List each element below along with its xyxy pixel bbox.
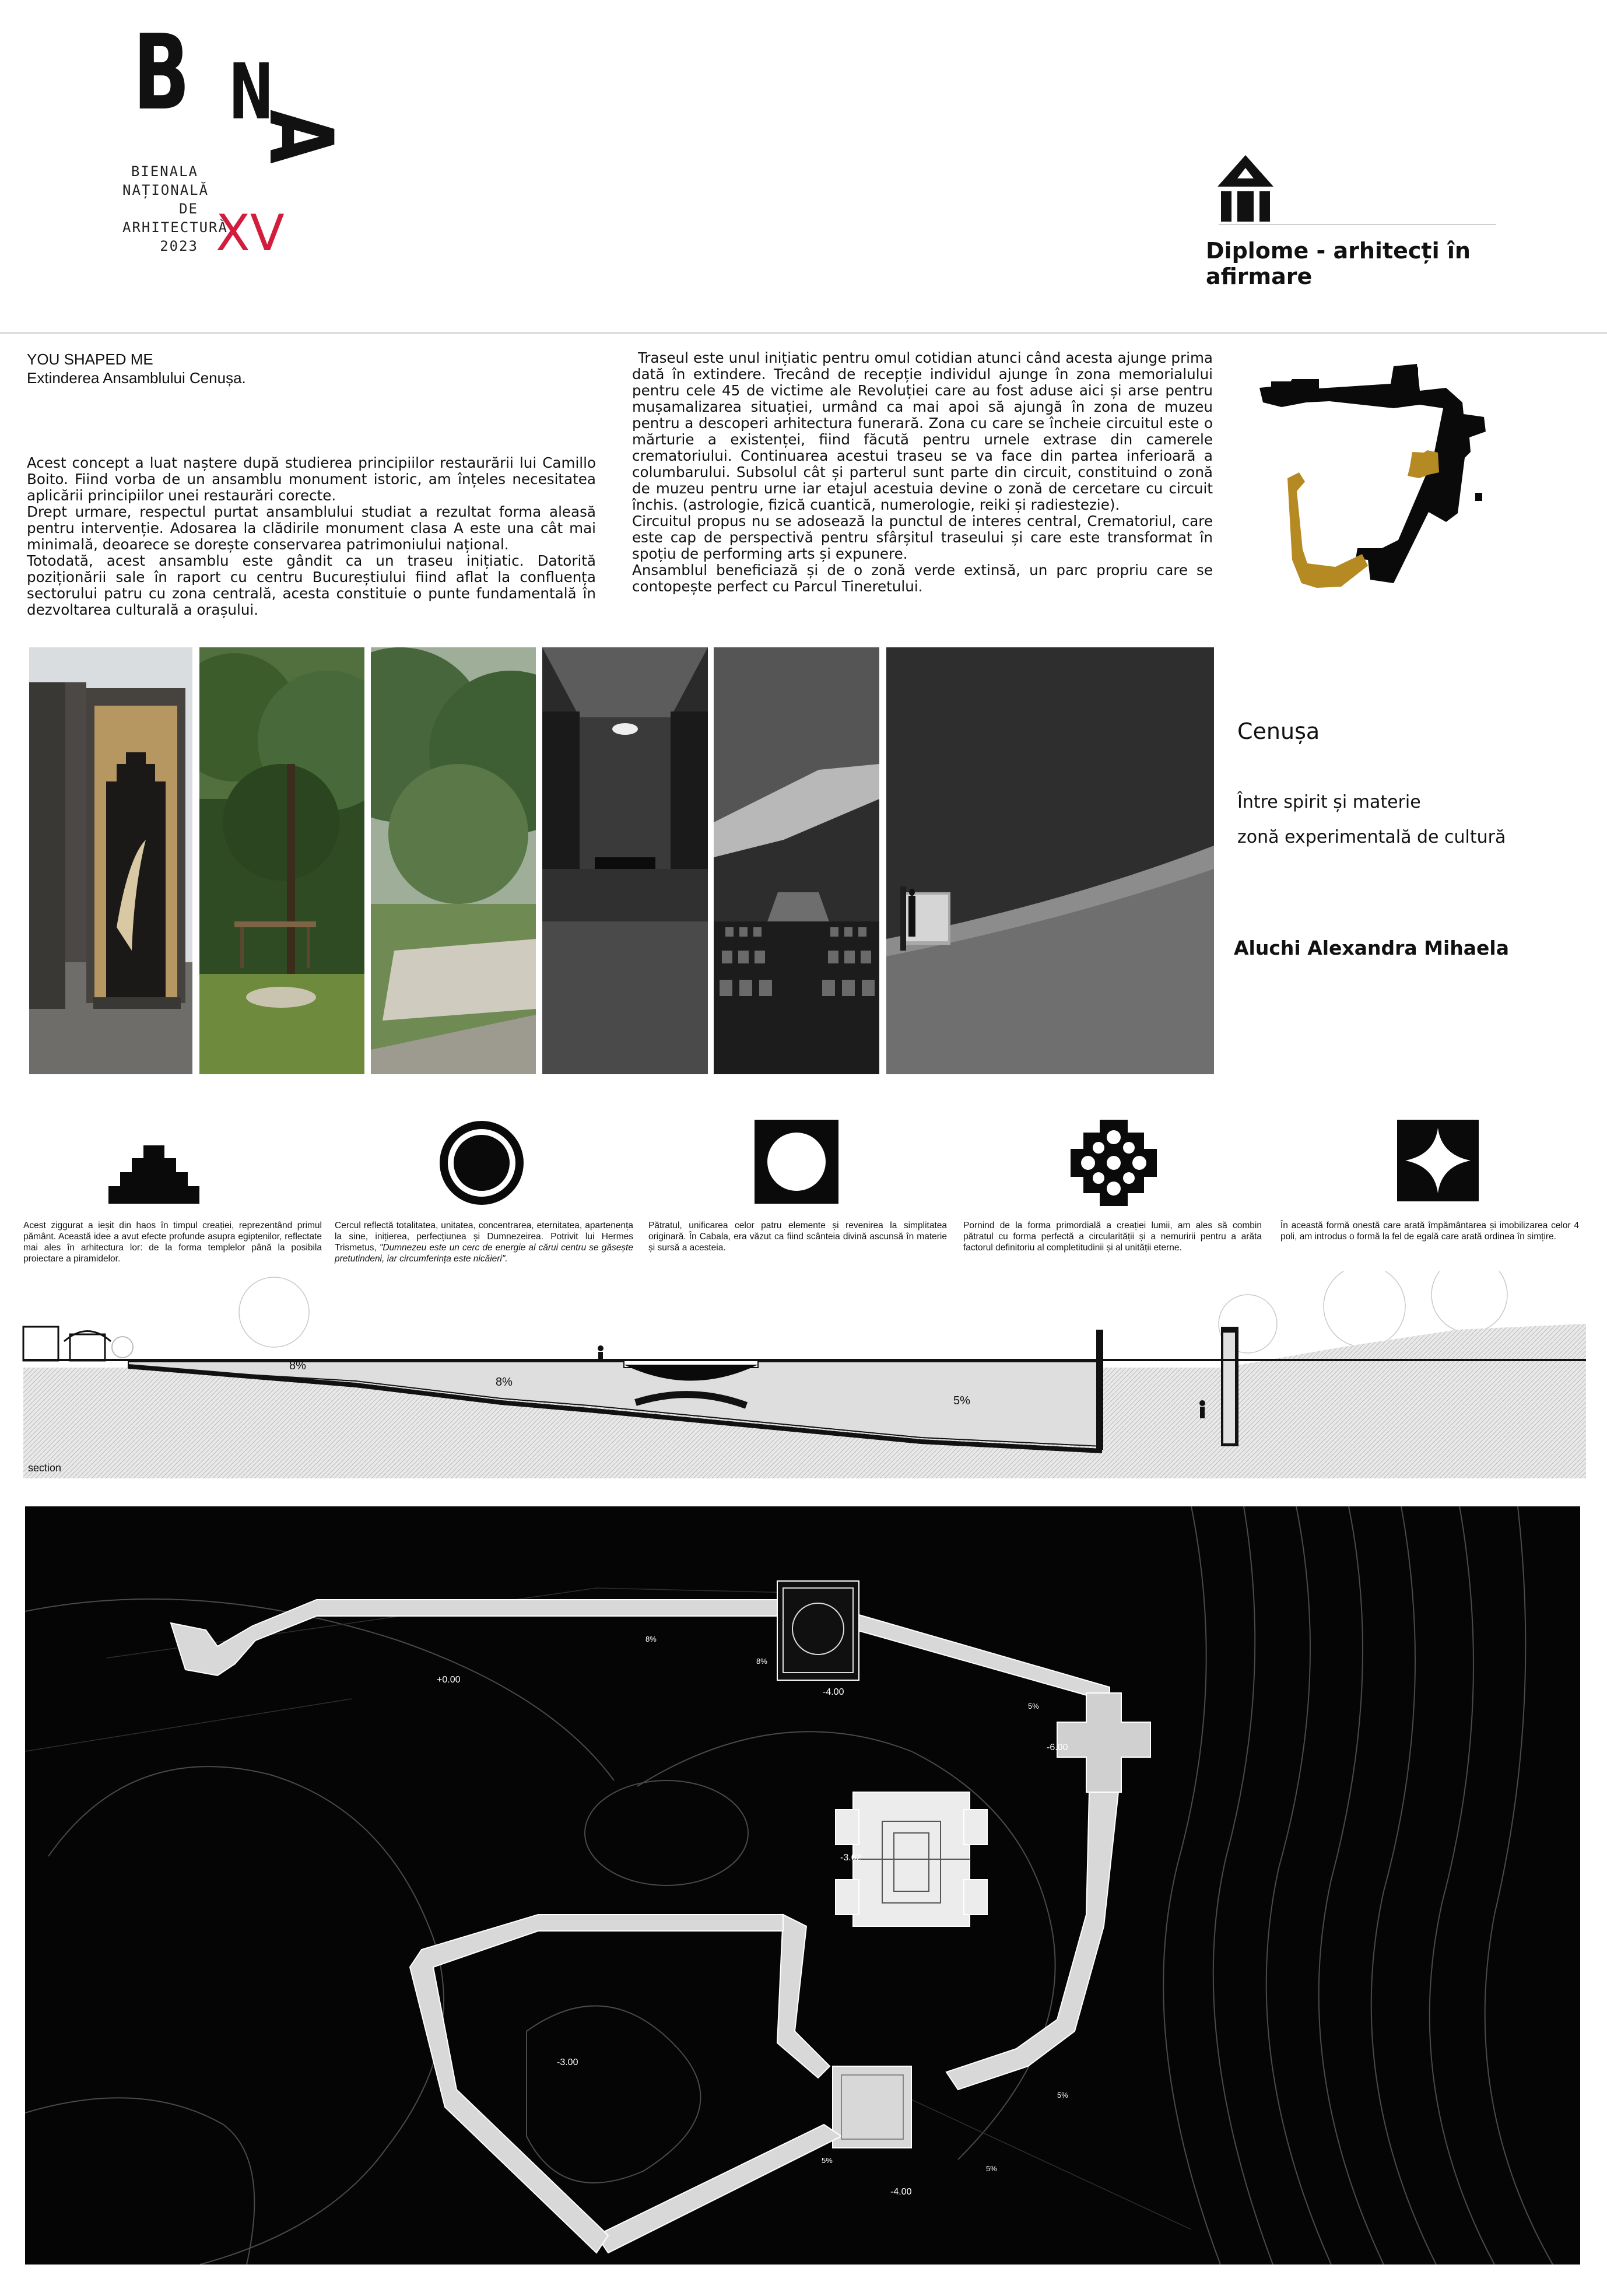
- level-label: -4.00: [890, 2187, 912, 2197]
- author-name: Aluchi Alexandra Mihaela: [1234, 937, 1510, 959]
- header-rule: [1219, 224, 1496, 225]
- level-label: -4.00: [823, 1687, 844, 1697]
- section-label: section: [28, 1462, 62, 1474]
- render-garden: [199, 647, 364, 1074]
- slope-label: 8%: [756, 1657, 767, 1666]
- project-subtitle: Extinderea Ansamblului Cenușa.: [27, 369, 246, 387]
- cross-section-drawing: [0, 1271, 1607, 1481]
- circle-icon: [438, 1120, 525, 1206]
- section-slope: 8%: [496, 1376, 513, 1389]
- section-title: Diplome - arhitecți în afirmare: [1206, 238, 1471, 289]
- logo-caption: [122, 162, 228, 255]
- paragraph: Acest concept a luat naștere după studierea principiilor restaurării lui Camillo Boito. Fiind vorba de un ansamblu monument istoric, am înțeles necesitatea aplicării principiilor unei restaurări corecte.: [27, 454, 596, 504]
- logo-line: 2023: [160, 238, 198, 254]
- logo-line: DE: [179, 201, 198, 217]
- project-heading: [27, 350, 435, 387]
- render-urn-hall: [714, 647, 879, 1074]
- render-park: [371, 647, 536, 1074]
- level-label: -3.00: [557, 2057, 578, 2067]
- slope-label: 5%: [822, 2156, 833, 2165]
- symbol-text-square: [648, 1220, 947, 1253]
- site-plan-diagram: [1254, 356, 1516, 607]
- symbol-quote: "Dumnezeu este un cerc de energie al cărui centru se găsește pretutindeni, iar circumferința este nicăieri".: [335, 1243, 633, 1264]
- paragraph: Traseul este unul inițiatic pentru omul cotidian atunci când acesta ajunge prima dată în extindere. Trecând de recepție individul ajunge în zona memorialului pentru cele 45 de victime ale Revoluției care au fost aduse aici și arse pentru mușamalizarea situației, urmând ca mai apoi să ajungă în zona de muzeu pentru a descoperi arhitectura funerară. Zona cu care se încheie circuitul este o mărturie a existenței, fiind făcută pentru urnele extrase din camerele crematoriului. Continuarea acestui traseu se va face din partea inferioară a columbarului. Subsolul cât și parterul sunt parte din circuit, constituind o zonă de muzeu pentru urne iar etajul acestuia devine o zonă de cercetare cu circuit închis. (astrologie, fizică cuantică, numerologie, reiki și radiestezie).: [632, 349, 1213, 513]
- symbol-caption: Acest ziggurat a ieșit din haos în timpul creației, reprezentând primul pământ. Această idee a avut efecte profunde asupra egiptenilor, reflectate mai ales în arhitectura lor: de la forma templelor până la posibila proiectare a piramidelor.: [23, 1221, 322, 1264]
- section-slope: 5%: [953, 1394, 970, 1407]
- sidebar-line1: Între spirit și materie: [1237, 792, 1421, 812]
- slope-label: 5%: [986, 2164, 997, 2173]
- cross-circles-icon: [1071, 1120, 1157, 1206]
- slope-label: 5%: [1028, 1702, 1039, 1710]
- star-square-icon: [1397, 1120, 1479, 1201]
- logo-edition: XV: [216, 204, 285, 262]
- render-portal-tower: [29, 647, 192, 1074]
- right-column-text: [632, 350, 1213, 595]
- pencil-icon: [1216, 153, 1275, 223]
- sidebar-line2: zonă experimentală de cultură: [1237, 827, 1506, 847]
- left-column-text: [27, 455, 596, 618]
- logo-letter-n: N: [229, 47, 274, 137]
- render-oculus-chamber: [542, 647, 708, 1074]
- render-curved-tunnel: [886, 647, 1214, 1074]
- sidebar-title: Cenușa: [1237, 718, 1320, 744]
- level-label: +0.00: [437, 1675, 461, 1685]
- paragraph: Ansamblul beneficiază și de o zonă verde extinsă, un parc propriu care se contopește perfect cu Parcul Tineretului.: [632, 562, 1213, 595]
- square-circle-icon: [755, 1120, 838, 1204]
- top-divider: [0, 332, 1607, 334]
- paragraph: Drept urmare, respectul purtat ansamblului studiat a rezultat forma aleasă pentru intervenție. Adosarea la clădirile monument clasa A este una cât mai minimală, deoarece se dorește conservarea patrimoniului național.: [27, 503, 596, 553]
- level-label: -3.62: [840, 1853, 862, 1863]
- paragraph: Circuitul propus nu se adosează la punctul de interes central, Crematoriul, care este cap de perspectivă pentru sfârșitul traseului și care este transformat în spoțiu de performing arts și expunere.: [632, 513, 1213, 562]
- symbol-text-ziggurat: [23, 1220, 322, 1264]
- ziggurat-icon: [108, 1145, 199, 1204]
- symbol-caption: Pătratul, unificarea celor patru elemente și revenirea la simplitatea originară. În Cabala, era văzut ca fiind scânteia divină ascunsă în materie și sursă a acesteia.: [648, 1221, 947, 1253]
- project-name: YOU SHAPED ME: [27, 350, 153, 368]
- symbol-text-cross: [963, 1220, 1262, 1253]
- logo-line: ARHITECTURĂ: [122, 219, 228, 236]
- paragraph: Totodată, acest ansamblu este gândit ca un traseu inițiatic. Datorită poziționării sale în raport cu centru Bucureștiului fiind aflat la confluența sectorului patru cu zona centrală, acesta constituie o punte fundamentală în dezvoltarea culturală a orașului.: [27, 552, 596, 618]
- logo-line: BIENALA: [131, 163, 198, 180]
- slope-label: 8%: [645, 1635, 657, 1643]
- section-slope: 8%: [289, 1359, 306, 1372]
- symbol-caption: Cercul reflectă totalitatea, unitatea, concentrarea, eternitatea, apartenența la sine, inițierea, perfecțiunea și Dumnezeirea. Potrivit lui Hermes Trismetus,: [335, 1221, 633, 1253]
- logo-letter-a: A: [250, 110, 351, 164]
- symbol-text-circle: [335, 1220, 633, 1264]
- level-label: -6.00: [1047, 1743, 1068, 1752]
- logo-line: NAȚIONALĂ: [122, 182, 209, 198]
- slope-label: 5%: [1057, 2091, 1068, 2099]
- symbol-caption: Pornind de la forma primordială a creației lumii, am ales să combin pătratul cu forma perfectă a circularității și a nemuririi pentru a arăta factorul definitoriu al completitudinii și al unității eterne.: [963, 1221, 1262, 1253]
- logo-letter-b: B: [133, 12, 190, 133]
- symbol-caption: În această formă onestă care arată împământarea și imobilizarea celor 4 poli, am introdus o formă la fel de egală care arată ordinea în simțire.: [1280, 1221, 1579, 1242]
- symbol-text-star: [1280, 1220, 1579, 1242]
- site-plan: [25, 1506, 1580, 2265]
